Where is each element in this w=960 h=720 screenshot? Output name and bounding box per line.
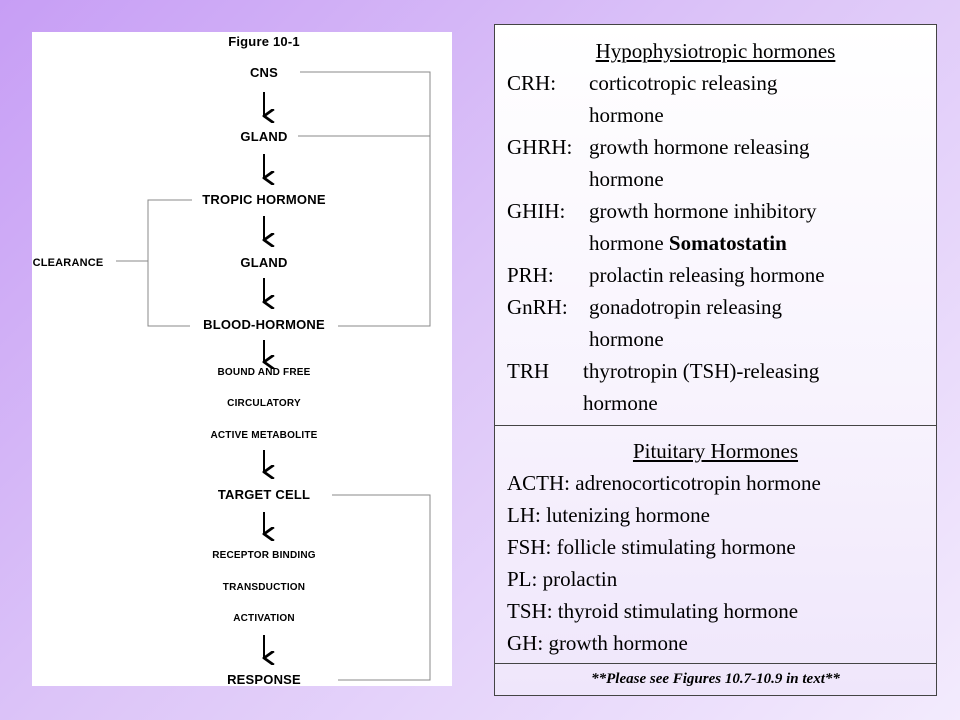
hormone-abbr: PRH: [507,263,554,287]
pituitary-row-pl: PL: prolactin [507,567,618,591]
node-cns: CNS [249,65,279,80]
pituitary-row-gh: GH: growth hormone [507,631,688,655]
hormone-desc: growth hormone inhibitory [589,199,817,223]
hormone-abbr: TSH [507,599,547,623]
hormone-desc-cont: hormone [589,167,664,191]
hypophysiotropic-title: Hypophysiotropic hormones [595,39,836,63]
hormone-row-gnrh [495,291,936,355]
hormone-desc: lutenizing hormone [546,503,710,527]
hormone-info-box [494,24,937,696]
hormone-abbr: GnRH: [507,295,568,319]
hormone-desc: growth hormone [548,631,688,655]
somatostatin-label: Somatostatin [668,231,787,255]
hormone-pathway-diagram [32,32,452,686]
figure-panel [32,32,452,686]
pituitary-title: Pituitary Hormones [632,439,799,463]
hormone-desc: gonadotropin releasing [589,295,783,319]
hormone-desc: growth hormone releasing [589,135,810,159]
hormone-row-crh [495,67,936,131]
hypophysiotropic-section [495,35,936,419]
hormone-abbr: PL [507,567,532,591]
clearance-bracket [148,200,192,326]
hormone-desc-cont: hormone [589,103,664,127]
hormone-desc-cont: hormone [583,391,658,415]
figure-reference-note: **Please see Figures 10.7-10.9 in text** [591,671,840,687]
hormone-row-prh [495,259,936,291]
hormone-desc: corticotropic releasing [589,71,778,95]
node-bound-free: BOUND AND FREE [217,367,311,378]
node-gland-2: GLAND [240,255,288,270]
feedback-target-loop [332,495,430,680]
node-gland-1: GLAND [240,129,288,144]
hormone-row-trh [495,355,936,419]
section-divider [495,425,936,426]
figure-title: Figure 10-1 [228,34,300,49]
pituitary-row-tsh: TSH: thyroid stimulating hormone [507,599,799,623]
hormone-abbr: GHIH: [507,199,566,223]
hormone-desc: thyrotropin (TSH)-releasing [583,359,820,383]
pituitary-row-lh: LH: lutenizing hormone [507,503,710,527]
hormone-row-ghih [495,195,936,259]
pituitary-row-acth: ACTH: adrenocorticotropin hormone [507,471,821,495]
pituitary-row-fsh: FSH: follicle stimulating hormone [507,535,796,559]
node-clearance: CLEARANCE [32,257,104,269]
pituitary-section [495,435,936,659]
hormone-desc: follicle stimulating hormone [556,535,796,559]
node-activation: ACTIVATION [233,613,295,624]
note-divider [495,663,936,664]
node-transduction: TRANSDUCTION [222,582,306,593]
hormone-row-ghrh [495,131,936,195]
node-target-cell: TARGET CELL [217,487,311,502]
hormone-desc-cont: hormone [589,327,664,351]
hormone-abbr: TRH [507,359,549,383]
node-circulatory: CIRCULATORY [227,398,301,409]
hormone-abbr: CRH: [507,71,557,95]
node-response: RESPONSE [227,672,301,686]
node-tropic-hormone: TROPIC HORMONE [202,192,326,207]
hormone-abbr: GHRH: [507,135,573,159]
hormone-desc: prolactin [542,567,618,591]
hormone-desc: thyroid stimulating hormone [557,599,799,623]
hormone-abbr: GH [507,631,538,655]
hormone-abbr: LH [507,503,535,527]
hormone-abbr: FSH [507,535,546,559]
hormone-desc: prolactin releasing hormone [589,263,825,287]
node-receptor-binding: RECEPTOR BINDING [212,550,316,561]
hormone-desc-cont: hormone Somatostatin [589,231,787,255]
hormone-abbr: ACTH [507,471,565,495]
hormone-desc: adrenocorticotropin hormone [575,471,821,495]
node-blood-hormone: BLOOD-HORMONE [203,317,325,332]
node-active-metabolite: ACTIVE METABOLITE [210,430,318,441]
